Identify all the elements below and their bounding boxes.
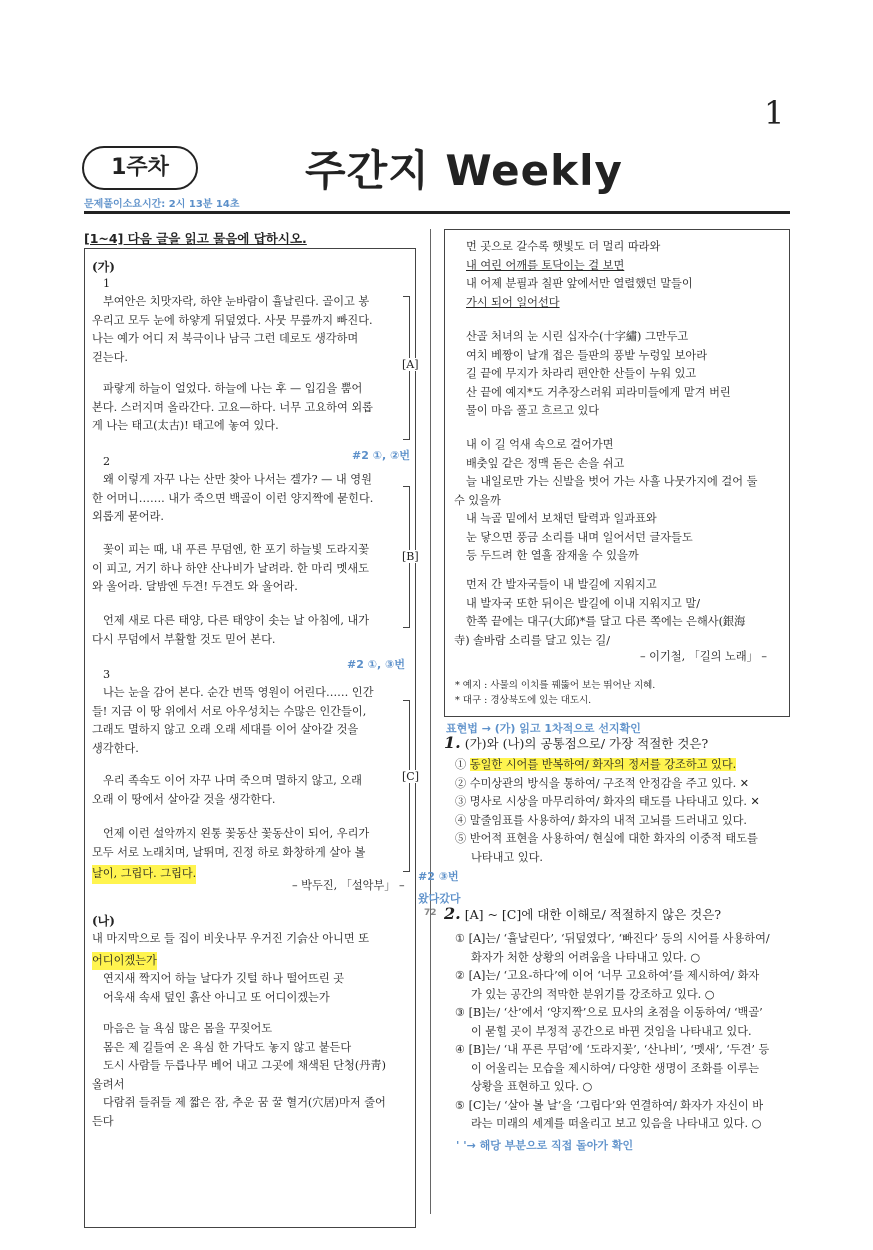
passage-na-label: (나) (92, 914, 115, 928)
question-1-options (455, 756, 760, 867)
line: 걷는다. (92, 350, 128, 364)
line: 나는 예가 어디 저 북극이나 남극 그런 데로도 생각하며 (92, 332, 359, 345)
line: 그래도 멸하지 않고 오래 오래 세대를 이어 살아갈 것을 (92, 723, 359, 736)
q2-option-4-cont: 이 어울리는 모습을 제시하여/ 다양한 생명이 조화를 이루는 (471, 1061, 760, 1075)
question-2 (444, 904, 721, 924)
question-1-number: 1. (444, 733, 461, 752)
page-title: 주간지 Weekly (305, 146, 623, 195)
section-1-number: 1 (103, 277, 111, 290)
question-1 (444, 733, 708, 753)
handnote-a: #2 ①, ②번 (352, 449, 410, 462)
passage-ga-label: (가) (92, 260, 115, 274)
line: 한쪽 끝에는 대구(大邱)*를 달고 다른 쪽에는 은해사(銀海 (466, 615, 746, 628)
line: 부여안은 치맛자락, 하얀 눈바람이 휼날린다. 골이고 봉 (103, 295, 370, 308)
line: 우리고 모두 눈에 하얗게 뒤덮였다. 사뭇 무릎까지 빠진다. (92, 313, 373, 327)
handnote-q2-top: 왔다갔다 (418, 892, 461, 905)
footnote: * 예지 : 사물의 이치를 꿰뚫어 보는 뛰어난 지혜. (455, 680, 656, 691)
line: 파랗게 하늘이 얼었다. 하늘에 나는 후 — 입김을 뿜어 (103, 382, 363, 395)
q2-option-3[interactable]: ③ [B]는/ ‘산’에서 ‘양지짝’으로 묘사의 초점을 이동하여/ ‘백골’ (455, 1006, 763, 1019)
passage-ga-part3c (92, 825, 369, 884)
column-divider (430, 229, 431, 1214)
footnotes (455, 678, 655, 708)
line: 어욱새 속새 덮인 흙산 아니고 또 어디이겠는가 (103, 990, 330, 1004)
q1-option-2[interactable]: ② 수미상관의 방식을 통하여/ 구조적 안정감을 주고 있다. ✕ (455, 776, 750, 790)
line: 눈 닿으면 풍금 소리를 내며 일어서던 글자들도 (466, 530, 693, 544)
question-2-stem: [A] ~ [C]에 대한 이해로/ 적절하지 않은 것은? (464, 907, 722, 922)
line: 꽃이 피는 때, 내 푸른 무덤엔, 한 포기 하늘빛 도라지꽃 (103, 543, 370, 556)
line: 오래 이 땅에서 살아갈 것을 생각한다. (92, 792, 276, 806)
question-1-stem: (가)와 (나)의 공통점으로/ 가장 적절한 것은? (464, 736, 709, 751)
line: 내 발자국 또한 뒤이은 발길에 이내 지워지고 말/ (466, 596, 700, 610)
handnote-q1: 표현법 → (가) 읽고 1차적으로 선지확인 (446, 722, 641, 735)
line: 寺) 솔바람 소리를 달고 있는 길/ (454, 633, 610, 647)
passage-na-part2 (92, 1020, 386, 1131)
passage-ga-part2b (92, 541, 369, 597)
line: 수 있을까 (454, 493, 501, 507)
line: 본다. 스러지며 올라간다. 고요—하다. 너무 고요하여 외롭 (92, 400, 373, 414)
passage-ga-part3 (92, 684, 374, 758)
q2-option-4[interactable]: ④ [B]는/ ‘내 푸른 무덤’에 ‘도라지꽃’, ‘산나비’, ‘멧새’, ‘두견’ 등 (455, 1043, 770, 1056)
q2-option-5-cont: 라는 미래의 세계를 떠올리고 보고 있음을 나타내고 있다. ○ (471, 1117, 762, 1130)
q2-option-2[interactable]: ② [A]는/ ‘고요-하다’에 이어 ‘너무 고요하여’를 제시하여/ 화자 (455, 969, 760, 982)
line: 내 어제 분필과 칠판 앞에서만 열렬했던 말들이 (466, 277, 693, 290)
section-2-number: 2 (103, 455, 111, 468)
line: 나는 눈을 감어 본다. 순간 번뜩 영원이 어린다…… 인간 (103, 686, 374, 699)
line: 올려서 (92, 1077, 125, 1091)
page-number: 1 (764, 94, 785, 132)
handnote-time: 문제풀이소요시간: 2시 13분 14초 (84, 199, 240, 210)
passage-na-part1 (92, 930, 369, 1007)
section-3-number: 3 (103, 668, 111, 681)
line: 도시 사람들 두릅나무 베어 내고 그곳에 채색된 단청(丹靑) (103, 1059, 386, 1072)
line: 가시 되어 일어선다 (466, 295, 560, 309)
bracket-c (403, 700, 410, 872)
passage-na-cont-part3 (454, 436, 758, 566)
q1-option-4[interactable]: ④ 말줄임표를 사용하여/ 화자의 내적 고뇌를 드러내고 있다. (455, 813, 747, 827)
line: 언제 새로 다른 태양, 다른 태양이 솟는 날 아침에, 내가 (103, 614, 370, 627)
week-badge: 1주차 (82, 146, 198, 190)
handnote-bottom: ' '→ 해당 부분으로 직접 돌아가 확인 (456, 1139, 634, 1152)
passage-na-cont-part1 (466, 238, 693, 312)
q2-option-3-cont: 이 묻힐 곳이 부정적 공간으로 바뀐 것임을 나타내고 있다. (471, 1024, 752, 1038)
line: 마음은 늘 욕심 많은 몸을 꾸짖어도 (103, 1022, 273, 1035)
q1-option-3[interactable]: ③ 명사로 시상을 마무리하여/ 화자의 태도를 나타내고 있다. ✕ (455, 795, 760, 808)
line: 다람쥐 들쥐들 제 짧은 잠, 추운 꿈 꿀 혈거(穴居)마저 줄어 (103, 1096, 386, 1109)
passage-ga-part2c (92, 612, 369, 649)
line: 내 늑골 밑에서 보채던 탈력과 일과표와 (466, 512, 657, 525)
line: 물이 마음 풀고 흐르고 있다 (466, 404, 600, 417)
q2-option-4-cont2: 상황을 표현하고 있다. ○ (471, 1080, 593, 1093)
passage-ga-part2 (92, 471, 373, 527)
q1-option-5-cont: 나타내고 있다. (471, 850, 543, 864)
line: 들! 지금 이 땅 위에서 서로 아우성치는 수많은 인간들이, (92, 704, 367, 718)
handnote-b: #2 ①, ③번 (347, 658, 405, 671)
line: 생각한다. (92, 741, 139, 755)
passage-ga-part1 (92, 293, 373, 367)
q2-option-1-cont: 화자가 처한 상황의 어려움을 나타내고 있다. ○ (471, 950, 701, 964)
line-highlighted: 어디이겠는가 (92, 952, 157, 971)
question-2-number: 2. (444, 904, 461, 923)
line: 배춧잎 같은 정맥 돋은 손을 쉬고 (466, 456, 625, 470)
line: 모두 서로 노래치며, 날뛰며, 진정 하로 화창하게 살아 볼 (92, 845, 366, 859)
line-highlighted: 날이, 그립다. 그립다. (92, 865, 196, 884)
q2-option-1[interactable]: ① [A]는/ ‘휼날린다’, ‘뒤덮였다’, ‘빠진다’ 등의 시어를 사용하여/ (455, 932, 770, 945)
line: 내 여린 어깨를 토닥이는 걸 보면 (466, 258, 625, 272)
q1-option-5[interactable]: ⑤ 반어적 표현을 사용하여/ 현실에 대한 화자의 이중적 태도를 (455, 832, 758, 845)
q2-option-5[interactable]: ⑤ [C]는/ ‘살아 볼 날’을 ‘그립다’와 연결하여/ 화자가 자신이 바 (455, 1098, 764, 1112)
line: 먼 곳으로 갈수록 햇빛도 더 멀리 따라와 (466, 240, 661, 253)
line: 이 피고, 거기 하나 하얀 산나비가 날려라. 한 마리 멧새도 (92, 561, 369, 575)
bracket-label-c: [C] (402, 770, 419, 783)
line: 우리 족속도 이어 자꾸 나며 죽으며 멸하지 않고, 오래 (103, 774, 362, 787)
passage-ga-part3b (92, 772, 362, 809)
line: 산골 처녀의 눈 시린 십자수(十字繡) 그만두고 (466, 330, 689, 343)
q1-option-1[interactable]: ① 동일한 시어를 반복하여/ 화자의 정서를 강조하고 있다. (455, 758, 737, 771)
title-divider (84, 211, 790, 214)
line: 길 끝에 무지가 차라리 편안한 산들이 누워 있고 (466, 367, 697, 380)
instruction: [1~4] 다음 글을 읽고 물음에 답하시오. (84, 231, 307, 246)
bracket-label-a: [A] (402, 358, 419, 371)
line: 산 끝에 예지*도 거추장스러워 피라미들에게 맡겨 버린 (466, 385, 731, 399)
line: 늘 내일로만 가는 신발을 벗어 가는 사흘 나뭇가지에 걸어 둘 (466, 475, 758, 488)
line: 한 어머니……. 내가 죽으면 백골이 이런 양지짝에 묻힌다. (92, 491, 374, 505)
line: 게 나는 태고(太古)! 태고에 놓여 있다. (92, 419, 279, 432)
footnote: * 대구 : 경상북도에 있는 대도시. (455, 695, 592, 706)
question-2-options (455, 930, 770, 1134)
bracket-label-b: [B] (402, 550, 419, 563)
line: 등 두드려 한 열흘 잠재울 수 있을까 (466, 549, 639, 562)
line: 먼저 간 발자국들이 내 발길에 지워지고 (466, 578, 657, 591)
line: 여치 베짱이 날개 접은 들판의 풍밭 누렁잎 보아라 (466, 348, 708, 362)
line: 언제 이런 설악까지 왼통 꽃동산 꽃동산이 되어, 우리가 (103, 827, 370, 840)
line: 왜 이렇게 자꾸 나는 산만 찾아 나서는 겔가? — 내 영원 (103, 473, 372, 486)
passage-ga-part1b (92, 380, 373, 436)
line: 내 마지막으로 들 집이 비웃나무 우거진 기슭산 아니면 또 (92, 932, 370, 945)
line: 다시 무덤에서 부활할 것도 믿어 본다. (92, 632, 276, 646)
line: 연지새 짝지어 하늘 날다가 깃털 하나 떨어뜨린 곳 (103, 972, 345, 985)
handnote-q2-num: 72 (424, 908, 437, 918)
line: 외롭게 묻어라. (92, 510, 164, 523)
source-na: – 이기철, 「길의 노래」 – (640, 650, 767, 663)
passage-na-cont-part4 (454, 576, 746, 650)
q2-option-2-cont: 가 있는 공간의 적막한 분위기를 강조하고 있다. ○ (471, 987, 715, 1001)
line: 와 울어라. 달밤엔 두견! 두견도 와 울어라. (92, 580, 298, 593)
source-ga: – 박두진, 「설악부」 – (292, 879, 405, 892)
passage-na-cont-part2 (466, 328, 731, 421)
line: 든다 (92, 1114, 114, 1128)
line: 내 이 길 억새 속으로 걸어가면 (466, 438, 614, 451)
line: 몸은 제 길들여 온 욕심 한 가닥도 놓지 않고 붙든다 (103, 1040, 352, 1054)
handnote-c: #2 ③번 (418, 870, 459, 883)
